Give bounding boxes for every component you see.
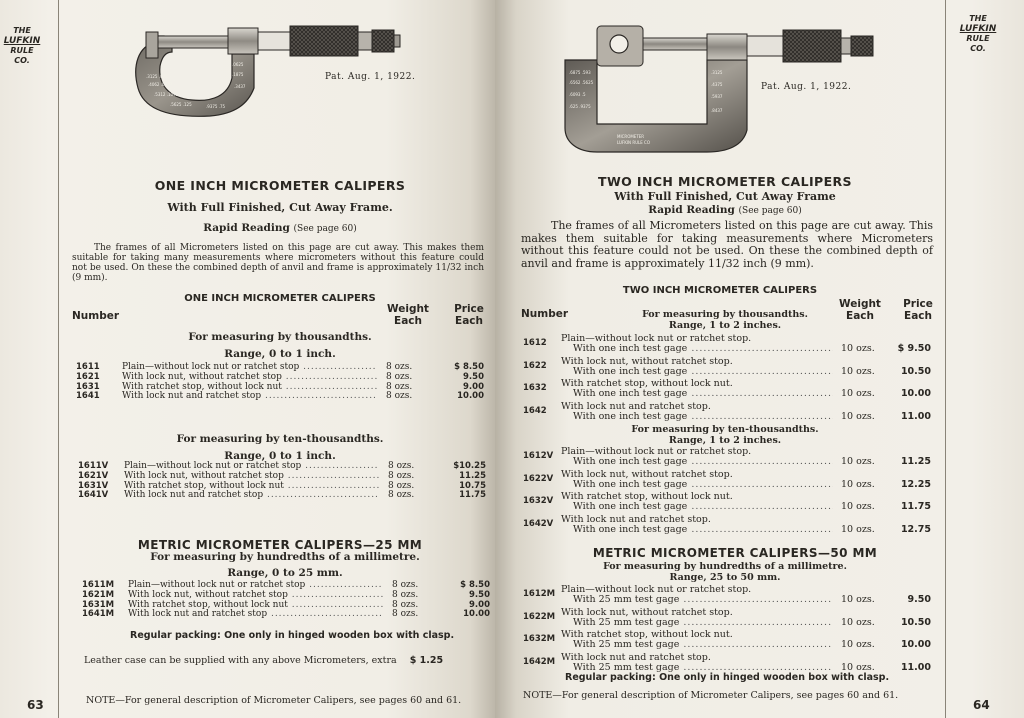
catalog-number: 1631V	[78, 480, 109, 491]
table-row	[78, 481, 490, 491]
table-row	[523, 334, 943, 357]
row-line	[523, 412, 943, 422]
row-line	[523, 491, 943, 506]
item-weight: 8 ozs.	[388, 480, 415, 491]
table-row	[76, 382, 488, 392]
section-title: For measuring by hundredths of a millimetre.	[603, 561, 847, 572]
table-row	[523, 379, 943, 402]
item-weight: 10 ozs.	[841, 594, 875, 605]
item-price: 11.00	[900, 410, 931, 422]
section-range: Range, 0 to 25 mm.	[227, 567, 343, 579]
section-title: For measuring by hundredths of a millimetre.	[150, 551, 420, 563]
item-gage: With one inch test gage .....	[573, 389, 833, 399]
section-title: For measuring by ten-thousandths.	[176, 433, 384, 445]
table-thousandths	[523, 334, 943, 424]
svg-text:LUFKIN RULE CO: LUFKIN RULE CO	[617, 140, 650, 145]
section-title: For measuring by ten-thousandths.	[631, 424, 819, 435]
col-weight-header: Weight Each	[387, 303, 429, 327]
catalog-number: 1612	[523, 338, 547, 348]
svg-text:.6875 .593: .6875 .593	[569, 70, 591, 75]
item-price: 9.00	[463, 381, 484, 392]
item-price: $ 8.50	[454, 362, 484, 372]
item-description: With ratchet stop, without lock nut .....	[124, 481, 379, 491]
table-row	[523, 630, 943, 653]
logo-line: CO.	[14, 56, 30, 65]
item-price: 10.00	[457, 391, 484, 402]
item-description: Plain—without lock nut or ratchet stop.	[561, 446, 752, 457]
section-range: Range, 1 to 2 inches.	[668, 320, 782, 331]
table-ten-thousandths	[78, 461, 490, 500]
catalog-number: 1641M	[82, 609, 115, 620]
item-description: With lock nut, without ratchet stop .....	[128, 590, 383, 600]
table-metric	[82, 580, 492, 619]
catalog-number: 1612V	[523, 451, 554, 461]
item-price: 11.75	[459, 490, 486, 501]
col-price-header: Price Each	[454, 303, 484, 327]
item-description: Plain—without lock nut or ratchet stop.	[561, 333, 752, 344]
row-line	[523, 640, 943, 650]
section-range: Range, 0 to 1 inch.	[224, 450, 336, 462]
right-page	[495, 0, 1024, 718]
catalog-number: 1622M	[523, 611, 556, 622]
catalog-number: 1642M	[523, 656, 556, 667]
logo-line: RULE	[966, 34, 990, 43]
svg-text:.5312 .1093: .5312 .1093	[154, 92, 179, 97]
item-gage: With 25 mm test gage .....	[573, 663, 833, 673]
item-description: Plain—without lock nut or ratchet stop .....	[122, 362, 377, 372]
svg-text:.4375: .4375	[711, 82, 723, 87]
item-price: 9.50	[463, 371, 484, 382]
table-row	[523, 608, 943, 631]
svg-text:.0625: .0625	[232, 62, 244, 67]
table-row	[76, 372, 488, 382]
catalog-number: 1642	[523, 405, 547, 416]
item-description: Plain—without lock nut or ratchet stop.	[561, 584, 752, 595]
item-description: With lock nut, without ratchet stop.	[561, 355, 733, 367]
logo-line: CO.	[970, 44, 986, 53]
item-weight: 8 ozs.	[388, 490, 415, 501]
item-weight: 10 ozs.	[841, 639, 875, 650]
row-line	[523, 584, 943, 599]
item-price: 10.75	[459, 480, 486, 491]
section-range: Range, 1 to 2 inches.	[668, 435, 782, 446]
svg-text:.8437: .8437	[711, 108, 723, 113]
item-gage: With one inch test gage .....	[573, 367, 833, 377]
rapid-reading-line	[80, 222, 480, 234]
page-subtitle: With Full Finished, Cut Away Frame	[614, 190, 836, 203]
item-weight: 10 ozs.	[841, 478, 875, 490]
svg-text:.3125 .078: .3125 .078	[146, 74, 168, 79]
item-description: With ratchet stop, without lock nut .....	[128, 600, 383, 610]
table-row	[82, 600, 492, 610]
page-number: 63	[27, 698, 44, 712]
row-line	[523, 502, 943, 512]
section-ten-thousandths	[130, 432, 430, 463]
svg-text:.5625 .125: .5625 .125	[170, 102, 192, 107]
item-gage: With one inch test gage .....	[573, 457, 833, 467]
svg-text:.4062 .0937: .4062 .0937	[148, 82, 173, 87]
item-description: With lock nut and ratchet stop.	[561, 651, 711, 663]
table-row	[82, 580, 492, 590]
svg-text:.5937: .5937	[711, 94, 723, 99]
page-subtitle: With Full Finished, Cut Away Frame.	[167, 201, 393, 214]
table-row	[523, 492, 943, 515]
footer-note: NOTE—For general description of Micrometer Calipers, see pages 60 and 61.	[523, 690, 899, 701]
logo-line: THE	[13, 26, 31, 35]
table-thousandths	[76, 362, 488, 401]
item-weight: 8 ozs.	[386, 371, 413, 382]
item-price: $ 9.50	[897, 343, 931, 354]
item-price: 10.00	[463, 609, 490, 620]
item-weight: 10 ozs.	[841, 343, 875, 354]
item-description: With lock nut and ratchet stop.	[561, 513, 711, 525]
catalog-number: 1631	[76, 381, 100, 392]
catalog-number: 1641	[76, 391, 100, 402]
item-gage: With one inch test gage .....	[573, 412, 833, 422]
item-price: 12.25	[900, 478, 931, 490]
item-weight: 8 ozs.	[386, 391, 413, 402]
row-line	[523, 344, 943, 354]
item-weight: 10 ozs.	[841, 501, 875, 512]
row-line	[523, 446, 943, 461]
rapid-reading-line	[525, 204, 925, 216]
item-description: With ratchet stop, without lock nut.	[561, 378, 733, 389]
item-description: With lock nut, without ratchet stop.	[561, 468, 733, 480]
item-weight: 10 ozs.	[841, 616, 875, 628]
logo-line: RULE	[10, 46, 34, 55]
item-weight: 10 ozs.	[841, 410, 875, 422]
logo-line: THE	[969, 14, 987, 23]
svg-text:.1875: .1875	[232, 72, 244, 77]
table-row	[523, 470, 943, 493]
item-price: 10.00	[900, 388, 931, 399]
row-line	[523, 663, 943, 673]
footer-note: NOTE—For general description of Micrometer Calipers, see pages 60 and 61.	[86, 695, 462, 706]
item-description: With lock nut and ratchet stop .....	[124, 490, 379, 500]
table-row	[82, 590, 492, 600]
item-description: Plain—without lock nut or ratchet stop .....	[128, 580, 383, 590]
col-number-header: Number	[72, 310, 120, 322]
svg-text:.625 .9375: .625 .9375	[569, 104, 591, 109]
item-price: 10.50	[900, 365, 931, 377]
catalog-number: 1631M	[82, 599, 115, 610]
row-line	[523, 618, 943, 628]
section-metric	[110, 550, 460, 580]
item-price: $10.25	[453, 461, 486, 471]
leather-case-price: $ 1.25	[409, 655, 444, 666]
item-weight: 10 ozs.	[841, 661, 875, 673]
row-line	[523, 525, 943, 535]
section-range: Range, 0 to 1 inch.	[224, 348, 336, 360]
table-row	[82, 609, 492, 619]
logo-line: LUFKIN	[3, 36, 41, 46]
leather-case-text: Leather case can be supplied with any above Micrometers, extra	[84, 655, 397, 666]
table-row	[78, 471, 490, 481]
svg-text:MICROMETER: MICROMETER	[617, 134, 645, 139]
margin-rule	[945, 0, 946, 718]
catalog-number: 1621M	[82, 589, 115, 600]
section-title: For measuring by thousandths.	[188, 331, 372, 343]
row-line	[523, 629, 943, 644]
table-row	[523, 402, 943, 425]
col-number-header: Number	[521, 308, 569, 320]
description-paragraph: The frames of all Micrometers listed on this page are cut away. This makes them suitable for taking many measurements where micrometers without this feature could not be used. On these the combined depth of anvil and frame is approximately 11/32 inch (9 mm).	[72, 243, 484, 283]
metric-title: METRIC MICROMETER CALIPERS—25 MM	[137, 538, 423, 552]
rapid-reading-label: Rapid Reading	[648, 204, 735, 216]
item-description: With lock nut and ratchet stop .....	[122, 391, 377, 401]
item-weight: 8 ozs.	[388, 470, 415, 481]
row-line	[523, 333, 943, 348]
packing-note: Regular packing: One only in hinged wooden box with clasp.	[130, 630, 455, 641]
item-weight: 10 ozs.	[841, 365, 875, 377]
catalog-number: 1621	[76, 371, 100, 382]
packing-note: Regular packing: One only in hinged wooden box with clasp.	[565, 672, 890, 683]
catalog-number: 1642V	[523, 518, 554, 529]
table-row	[523, 357, 943, 380]
svg-text:.3125: .3125	[711, 70, 723, 75]
svg-text:.3437: .3437	[234, 84, 246, 89]
catalog-number: 1621V	[78, 470, 109, 481]
item-price: 11.25	[900, 456, 931, 467]
item-description: With ratchet stop, without lock nut .....	[122, 382, 377, 392]
section-thousandths	[130, 330, 430, 361]
item-price: 12.75	[900, 523, 931, 535]
item-description: With ratchet stop, without lock nut.	[561, 629, 733, 640]
table-row	[78, 461, 490, 471]
item-price: 10.50	[900, 616, 931, 628]
item-price: 11.75	[900, 501, 931, 512]
item-weight: 8 ozs.	[386, 381, 413, 392]
page-title: TWO INCH MICROMETER CALIPERS	[598, 174, 852, 189]
table-metric	[523, 585, 943, 675]
lufkin-logo	[0, 26, 44, 66]
item-gage: With 25 mm test gage .....	[573, 618, 833, 628]
catalog-number: 1632M	[523, 634, 556, 644]
item-weight: 8 ozs.	[392, 589, 419, 600]
rapid-reading-ref: (See page 60)	[738, 206, 802, 216]
margin-rule	[58, 0, 59, 718]
patent-date: Pat. Aug. 1, 1922.	[761, 82, 852, 92]
item-price: 11.00	[900, 661, 931, 673]
table-title: ONE INCH MICROMETER CALIPERS	[184, 293, 376, 304]
page-title: ONE INCH MICROMETER CALIPERS	[154, 178, 406, 193]
item-description: With ratchet stop, without lock nut.	[561, 491, 733, 502]
item-weight: 10 ozs.	[841, 388, 875, 399]
catalog-number: 1641V	[78, 490, 109, 501]
row-line	[523, 389, 943, 399]
item-weight: 10 ozs.	[841, 456, 875, 467]
item-price: 11.25	[459, 470, 486, 481]
row-line	[523, 595, 943, 605]
table-row	[523, 515, 943, 538]
table-row	[523, 447, 943, 470]
item-description: With lock nut, without ratchet stop.	[561, 606, 733, 618]
page-number: 64	[973, 698, 990, 712]
catalog-number: 1622	[523, 360, 547, 371]
item-price: 10.00	[900, 639, 931, 650]
lufkin-logo	[956, 14, 1000, 54]
item-gage: With one inch test gage .....	[573, 525, 833, 535]
item-gage: With one inch test gage .....	[573, 480, 833, 490]
item-gage: With one inch test gage .....	[573, 344, 833, 354]
catalog-number: 1612M	[523, 589, 556, 599]
catalog-number: 1632V	[523, 496, 554, 506]
table-ten-thousandths	[523, 447, 943, 537]
row-line	[523, 480, 943, 490]
table-row	[76, 391, 488, 401]
item-gage: With 25 mm test gage .....	[573, 640, 833, 650]
item-weight: 8 ozs.	[386, 362, 413, 372]
item-price: 9.50	[469, 589, 490, 600]
item-description: Plain—without lock nut or ratchet stop .....	[124, 461, 379, 471]
catalog-number: 1611M	[82, 580, 115, 590]
leather-case-note	[84, 655, 443, 666]
table-row	[523, 585, 943, 608]
item-weight: 8 ozs.	[392, 580, 419, 590]
item-weight: 8 ozs.	[392, 599, 419, 610]
left-page	[0, 0, 495, 718]
catalog-number: 1622V	[523, 473, 554, 484]
rapid-reading-label: Rapid Reading	[203, 222, 290, 234]
item-description: With lock nut and ratchet stop.	[561, 400, 711, 412]
col-price-header: Price Each	[903, 298, 933, 322]
svg-text:.6562 .5625: .6562 .5625	[569, 80, 594, 85]
svg-text:.9375 .75: .9375 .75	[206, 104, 226, 109]
item-gage: With one inch test gage .....	[573, 502, 833, 512]
patent-date: Pat. Aug. 1, 1922.	[325, 72, 416, 82]
table-row	[78, 490, 490, 500]
item-price: $ 8.50	[460, 580, 490, 590]
item-description: With lock nut, without ratchet stop .....	[124, 471, 379, 481]
catalog-number: 1632	[523, 383, 547, 393]
item-description: With lock nut, without ratchet stop .....	[122, 372, 377, 382]
section-metric	[575, 561, 875, 583]
row-line	[523, 378, 943, 393]
section-range: Range, 25 to 50 mm.	[669, 572, 781, 583]
description-paragraph: The frames of all Micrometers listed on this page are cut away. This makes them suitable for taking measurements where Micrometers without this feature could not be used. On these the combined depth of anvil and frame is approximately 11/32 inch (9 mm).	[521, 219, 933, 270]
catalog-number: 1611V	[78, 461, 109, 471]
logo-line: LUFKIN	[959, 24, 997, 34]
row-line	[523, 367, 943, 377]
table-row	[76, 362, 488, 372]
rapid-reading-ref: (See page 60)	[293, 224, 357, 234]
section-ten-thousandths	[605, 424, 845, 446]
item-weight: 10 ozs.	[841, 523, 875, 535]
section-thousandths	[625, 309, 825, 331]
metric-title: METRIC MICROMETER CALIPERS—50 MM	[592, 546, 878, 560]
table-title: TWO INCH MICROMETER CALIPERS	[622, 285, 818, 296]
catalog-number: 1611	[76, 362, 100, 372]
svg-text:.6093 .5: .6093 .5	[569, 92, 586, 97]
item-description: With lock nut and ratchet stop .....	[128, 609, 383, 619]
item-price: 9.00	[469, 599, 490, 610]
col-weight-header: Weight Each	[839, 298, 881, 322]
item-weight: 8 ozs.	[388, 461, 415, 471]
row-line	[523, 457, 943, 467]
section-title: For measuring by thousandths.	[642, 309, 808, 320]
item-gage: With 25 mm test gage .....	[573, 595, 833, 605]
item-weight: 8 ozs.	[392, 609, 419, 620]
item-price: 9.50	[907, 594, 931, 605]
